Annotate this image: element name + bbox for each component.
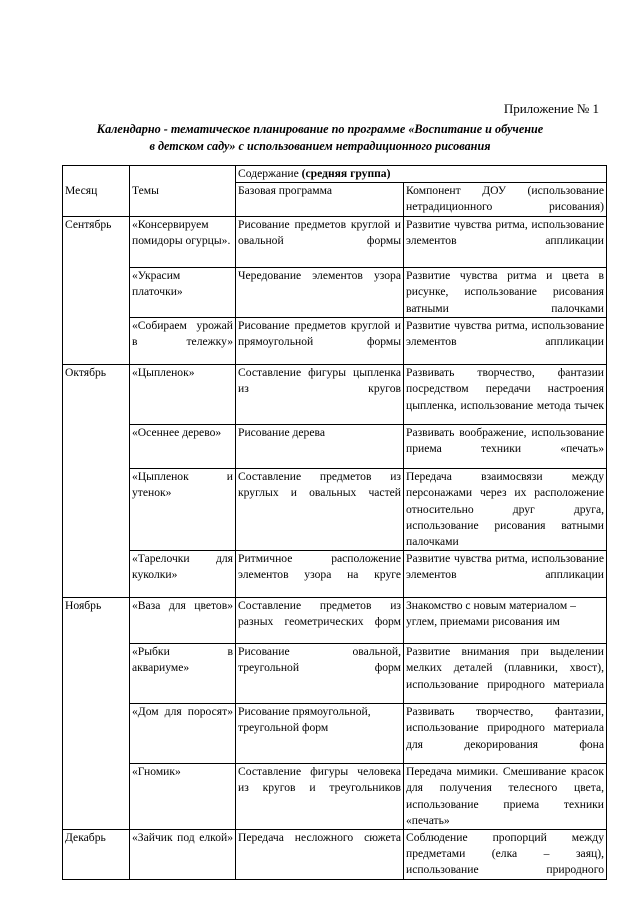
base-program-cell: Составление фигуры цыпленка из кругов [236,365,404,425]
table-row [63,551,607,598]
month-october: Октябрь [63,365,130,598]
table-row [63,704,607,764]
topic-cell: «Осеннее дерево» [130,425,236,469]
base-program-cell: Составление предметов из круглых и овальных частей [236,469,404,551]
table-row [63,764,607,830]
header-content [236,166,607,183]
base-program-cell: Рисование предметов круглой и прямоугольной формы [236,318,404,365]
base-program-cell: Ритмичное расположение элементов узора на круге [236,551,404,598]
header-content-group: (средняя группа) [301,167,391,180]
topic-cell: «Гномик» [130,764,236,830]
table-row [63,469,607,551]
dou-component-cell: Развитие внимания при выделении мелких деталей (плавники, хвост), использование природного материала [404,644,607,704]
table-row [63,217,607,268]
dou-component-cell: Развивать воображение, использование приема техники «печать» [404,425,607,469]
table-row [63,318,607,365]
base-program-cell: Передача несложного сюжета [236,830,404,880]
dou-component-cell: Передача взаимосвязи между персонажами через их расположение относительно друг друга, использование рисования ватными палочками [404,469,607,551]
title-line-2: в детском саду» с использованием нетрадиционного рисования [149,139,491,153]
header-topics: Темы [130,166,236,217]
title-line-1: Календарно - тематическое планирование по программе «Воспитание и обучение [96,122,544,136]
table-header-row-1 [63,166,607,183]
dou-component-cell: Передача мимики. Смешивание красок для получения телесного цвета, использование приема техники «печать» [404,764,607,830]
topic-cell: «Украсим платочки» [130,268,236,318]
base-program-cell: Рисование прямоугольной, треугольной форм [236,704,404,764]
base-program-cell: Рисование предметов круглой и овальной формы [236,217,404,268]
appendix-label: Приложение № 1 [503,101,599,116]
topic-cell: «Собираем урожай в тележку» [130,318,236,365]
topic-cell: «Тарелочки для куколки» [130,551,236,598]
table-row [63,830,607,880]
base-program-cell: Рисование овальной, треугольной форм [236,644,404,704]
topic-cell: «Ваза для цветов» [130,598,236,644]
month-december: Декабрь [63,830,130,880]
table-row [63,598,607,644]
topic-cell: «Цыпленок» [130,365,236,425]
dou-component-cell: Соблюдение пропорций между предметами (елка – заяц), использование природного [404,830,607,880]
month-november: Ноябрь [63,598,130,830]
topic-cell: «Зайчик под елкой» [130,830,236,880]
dou-component-cell: Развитие чувства ритма, использование элементов аппликации [404,217,607,268]
header-dou-component: Компонент ДОУ (использование нетрадиционного рисования) [404,183,607,217]
topic-cell: «Цыпленок и утенок» [130,469,236,551]
dou-component-cell: Развивать творчество, фантазии посредством передачи настроения цыпленка, использование метода тычек [404,365,607,425]
dou-component-cell: Развивать творчество, фантазии, использование природного материала для декорирования фона [404,704,607,764]
dou-component-cell: Развитие чувства ритма, использование элементов аппликации [404,551,607,598]
planning-table [62,165,607,880]
topic-cell: «Дом для поросят» [130,704,236,764]
month-september: Сентябрь [63,217,130,365]
base-program-cell: Составление фигуры человека из кругов и треугольников [236,764,404,830]
table-row [63,425,607,469]
table-row [63,644,607,704]
document-title [60,121,580,155]
header-base-program: Базовая программа [236,183,404,217]
dou-component-cell: Развитие чувства ритма, использование элементов аппликации [404,318,607,365]
dou-component-cell: Знакомство с новым материалом – углем, приемами рисования им [404,598,607,644]
base-program-cell: Составление предметов из разных геометрических форм [236,598,404,644]
base-program-cell: Чередование элементов узора [236,268,404,318]
header-content-label: Содержание [238,167,299,180]
table-row [63,268,607,318]
topic-cell: «Консервируем помидоры огурцы». [130,217,236,268]
header-month: Месяц [63,166,130,217]
dou-component-cell: Развитие чувства ритма и цвета в рисунке, использование рисования ватными палочками [404,268,607,318]
table-row [63,365,607,425]
topic-cell: «Рыбки в аквариуме» [130,644,236,704]
base-program-cell: Рисование дерева [236,425,404,469]
